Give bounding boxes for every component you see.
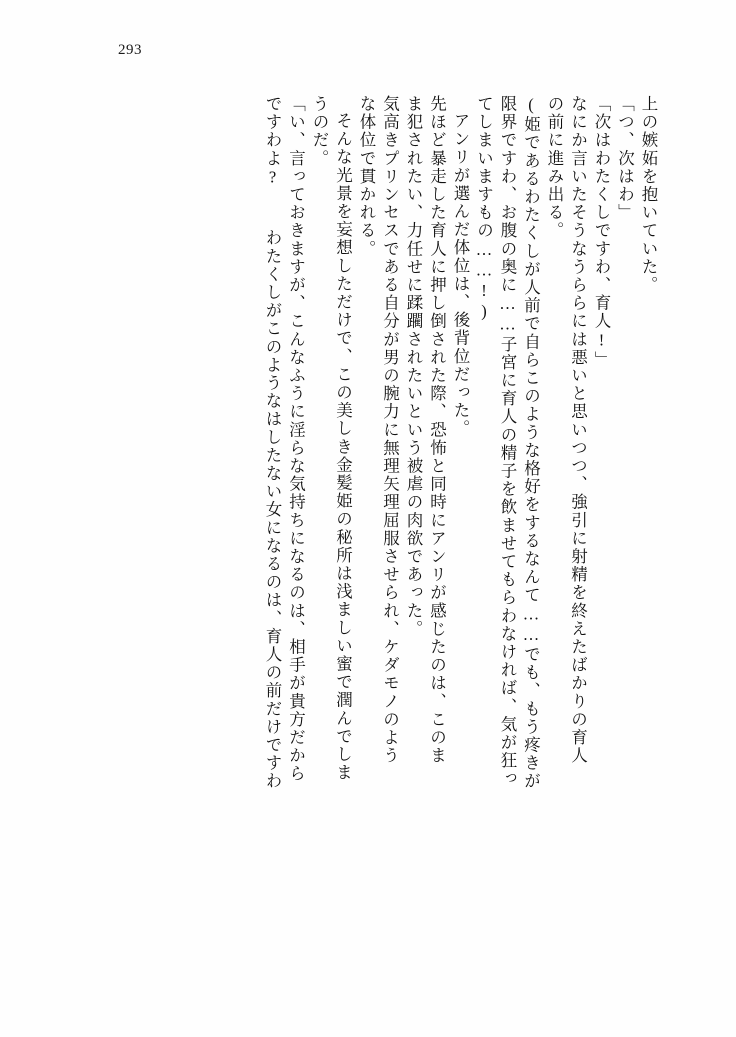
text-line: 先ほど暴走した育人に押し倒された際、恐怖と同時にアンリが感じたのは、このま [427, 95, 447, 765]
text-line: なにか言いたそうなうららには悪いと思いつつ、強引に射精を終えたばかりの育人 [568, 95, 588, 765]
text-line: の前に進み出る。 [545, 95, 564, 240]
text-line: 限界ですわ、お腹の奥に……子宮に育人の精子を飲ませてもらわなければ、気が狂っ [498, 95, 517, 788]
text-line: 「い、言っておきますが、こんなふうに淫らな気持ちになるのは、相手が貴方だから [286, 95, 306, 783]
text-line: 「つ、次はわ」 [615, 95, 635, 222]
text-line: 「次はわたくしですわ、育人!」 [592, 95, 611, 369]
text-line: (姫であるわたくしが人前で自らこのような格好をするなんて……でも、もう疼きが [521, 95, 541, 791]
text-line: ま犯されたい、力任せに蹂躙されたいという被虐の肉欲であった。 [404, 95, 423, 638]
text-line: アンリが選んだ体位は、後背位だった。 [451, 112, 470, 438]
text-line: てしまいますもの……!) [474, 95, 494, 323]
text-line: うのだ。 [310, 95, 329, 168]
text-line: 上の嫉妬を抱いていた。 [639, 95, 658, 295]
text-line: そんな光景を妄想しただけで、この美しき金髪姫の秘所は浅ましい蜜で潤んでしま [333, 112, 353, 782]
page-number: 293 [118, 42, 142, 58]
vertical-text-block [96, 95, 656, 975]
text-line: な体位で貫かれる。 [357, 95, 376, 258]
text-line: ですわよ? わたくしがこのようなはしたない女になるのは、育人の前だけですわ [263, 95, 282, 791]
text-line: 気高きプリンセスである自分が男の腕力に無理矢理屈服させられ、ケダモノのよう [380, 95, 400, 765]
